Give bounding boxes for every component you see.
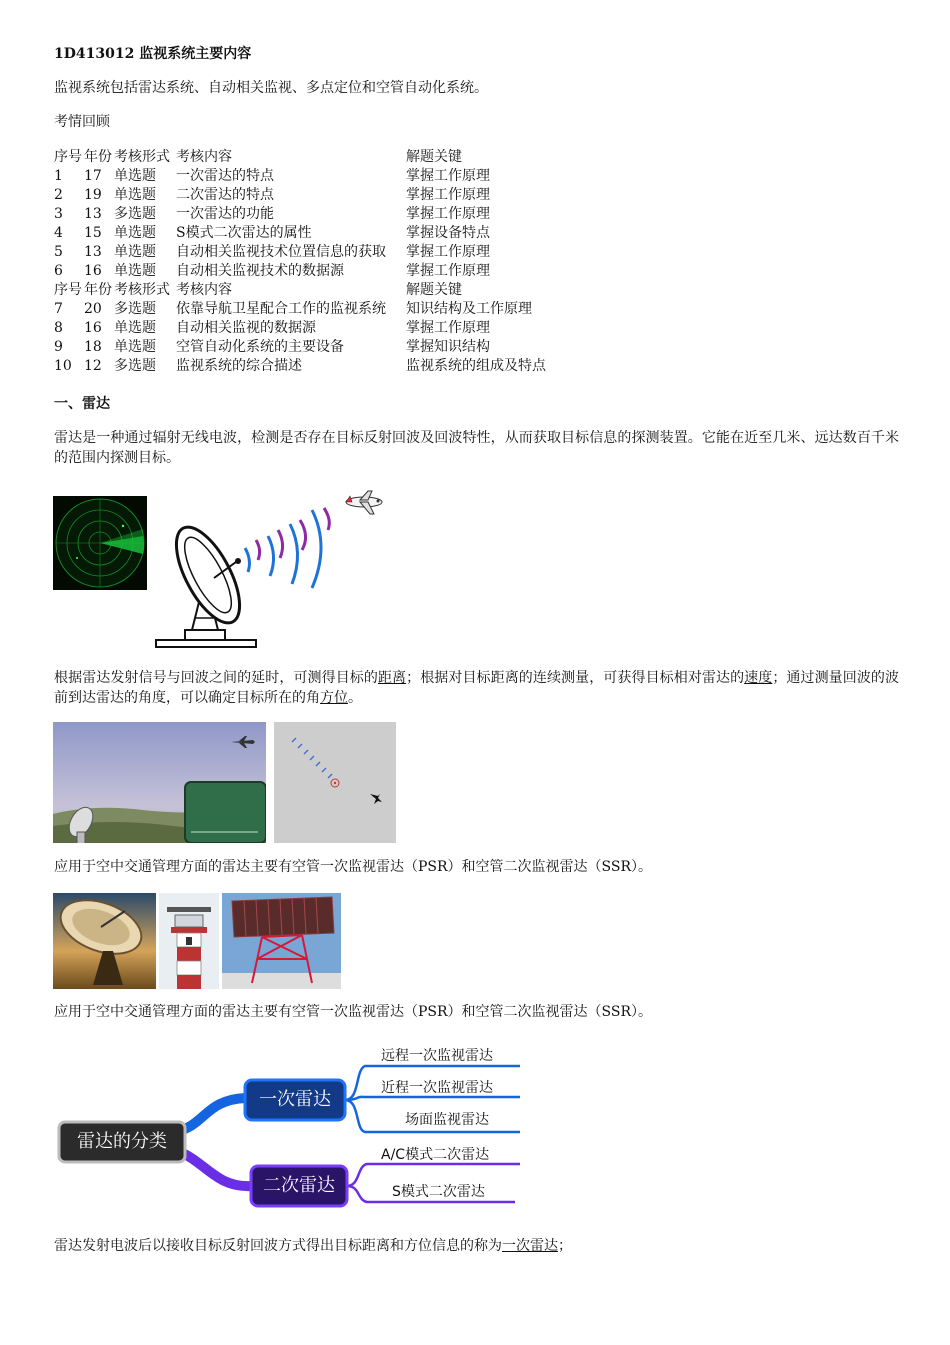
cell-key: 知识结构及工作原理	[406, 301, 532, 317]
cell-form: 单选题	[114, 168, 156, 184]
cell-content: 监视系统的综合描述	[176, 358, 302, 374]
radar-display-image	[274, 722, 396, 843]
cell-seq: 6	[54, 263, 63, 279]
radar-definition: 雷达是一种通过辐射无线电波，检测是否存在目标反射回波及回波特性，从而获取目标信息的探测装置。它能在近至几米、远达数百千米的范围内探测目标。	[54, 430, 899, 466]
sky-radar-scene-image	[53, 722, 266, 843]
cell-content: 一次雷达的特点	[176, 168, 274, 184]
term-primary-radar: 一次雷达	[502, 1238, 558, 1254]
header-form: 考核形式	[114, 149, 170, 165]
cell-form: 多选题	[114, 301, 156, 317]
cell-form: 单选题	[114, 339, 156, 355]
cell-seq: 8	[54, 320, 63, 336]
cell-key: 掌握工作原理	[406, 206, 490, 222]
header-year: 年份	[84, 149, 112, 165]
cell-key: 掌握工作原理	[406, 244, 490, 260]
primary-def-end: ；	[558, 1238, 572, 1254]
measure-text-2: ；根据对目标距离的连续测量，可获得目标相对雷达的	[406, 670, 745, 686]
page-title: 1D413012 监视系统主要内容	[54, 46, 252, 62]
review-label: 考情回顾	[54, 114, 110, 130]
cell-year: 17	[84, 168, 102, 184]
mindmap-primary: 一次雷达	[259, 1089, 331, 1110]
cell-year: 13	[84, 244, 102, 260]
header-year: 年份	[84, 282, 112, 298]
cell-form: 多选题	[114, 358, 156, 374]
radar-scope-image	[53, 496, 147, 590]
cell-seq: 4	[54, 225, 63, 241]
header-content: 考核内容	[176, 149, 232, 165]
cell-content: 自动相关监视技术的数据源	[176, 263, 344, 279]
cell-form: 单选题	[114, 263, 156, 279]
term-direction: 方位	[320, 690, 348, 706]
cell-content: 二次雷达的特点	[176, 187, 274, 203]
radar-tower-icon	[159, 893, 219, 989]
cell-year: 13	[84, 206, 102, 222]
cell-content: S模式二次雷达的属性	[176, 225, 312, 241]
cell-seq: 2	[54, 187, 63, 203]
header-key: 解题关键	[406, 282, 462, 298]
mindmap-leaf: 近程一次监视雷达	[381, 1080, 493, 1096]
cell-year: 15	[84, 225, 102, 241]
cell-year: 19	[84, 187, 102, 203]
cell-seq: 3	[54, 206, 63, 222]
cell-seq: 5	[54, 244, 63, 260]
radar-classification-mindmap	[55, 1040, 530, 1210]
sky-scene-icon	[53, 722, 266, 843]
cell-content: 空管自动化系统的主要设备	[176, 339, 344, 355]
cell-year: 16	[84, 320, 102, 336]
mindmap-leaf: A/C模式二次雷达	[381, 1147, 490, 1163]
mindmap-secondary: 二次雷达	[263, 1175, 335, 1196]
antenna-photo	[222, 893, 341, 989]
cell-content: 自动相关监视的数据源	[176, 320, 316, 336]
satellite-dish-icon	[53, 893, 156, 989]
tower-photo	[159, 893, 219, 989]
cell-seq: 1	[54, 168, 63, 184]
cell-seq: 9	[54, 339, 63, 355]
cell-form: 单选题	[114, 320, 156, 336]
cell-year: 12	[84, 358, 102, 374]
cell-year: 16	[84, 263, 102, 279]
measure-text-3: ；通过测量回波的波前到达雷达的角度，可以确定目标所在的角	[54, 670, 900, 706]
header-seq: 序号	[54, 282, 82, 298]
header-key: 解题关键	[406, 149, 462, 165]
cell-key: 掌握工作原理	[406, 320, 490, 336]
cell-content: 依靠导航卫星配合工作的监视系统	[176, 301, 386, 317]
plane-icon	[346, 491, 382, 514]
atc-text-1: 应用于空中交通管理方面的雷达主要有空管一次监视雷达（PSR）和空管二次监视雷达（SSR）。	[54, 859, 653, 875]
cell-key: 掌握设备特点	[406, 225, 490, 241]
cell-form: 单选题	[114, 187, 156, 203]
measurement-paragraph	[54, 668, 899, 708]
cell-form: 单选题	[114, 244, 156, 260]
cell-key: 监视系统的组成及特点	[406, 358, 546, 374]
primary-radar-definition	[54, 1237, 572, 1256]
measure-text-4: 。	[348, 690, 362, 706]
mindmap-root: 雷达的分类	[77, 1131, 167, 1152]
radar-antenna-icon	[222, 893, 341, 989]
cell-key: 掌握工作原理	[406, 263, 490, 279]
measure-text-1: 根据雷达发射信号与回波之间的延时，可测得目标的	[54, 670, 378, 686]
section-title-radar: 一、雷达	[54, 396, 110, 412]
mindmap-leaf: 场面监视雷达	[405, 1112, 489, 1128]
cell-key: 掌握工作原理	[406, 187, 490, 203]
atc-text-2: 应用于空中交通管理方面的雷达主要有空管一次监视雷达（PSR）和空管二次监视雷达（SSR）。	[54, 1004, 653, 1020]
cell-content: 一次雷达的功能	[176, 206, 274, 222]
term-distance: 距离	[377, 670, 407, 686]
cell-form: 多选题	[114, 206, 156, 222]
cell-form: 单选题	[114, 225, 156, 241]
radar-scope-icon	[53, 496, 147, 590]
header-form: 考核形式	[114, 282, 170, 298]
mindmap-leaf: 远程一次监视雷达	[381, 1048, 493, 1064]
cell-seq: 7	[54, 301, 63, 317]
cell-seq: 10	[54, 358, 72, 374]
intro-text: 监视系统包括雷达系统、自动相关监视、多点定位和空管自动化系统。	[54, 80, 488, 96]
header-seq: 序号	[54, 149, 82, 165]
radar-waves-illustration	[150, 480, 395, 655]
cell-year: 20	[84, 301, 102, 317]
cell-key: 掌握工作原理	[406, 168, 490, 184]
primary-def-text: 雷达发射电波后以接收目标反射回波方式得出目标距离和方位信息的称为	[54, 1238, 502, 1254]
mindmap-leaf: S模式二次雷达	[392, 1184, 485, 1200]
term-speed: 速度	[744, 670, 773, 686]
header-content: 考核内容	[176, 282, 232, 298]
cell-content: 自动相关监视技术位置信息的获取	[176, 244, 386, 260]
cell-key: 掌握知识结构	[406, 339, 490, 355]
radar-display-icon	[274, 722, 396, 843]
dish-photo	[53, 893, 156, 989]
radar-dish-icon	[150, 480, 395, 655]
cell-year: 18	[84, 339, 102, 355]
